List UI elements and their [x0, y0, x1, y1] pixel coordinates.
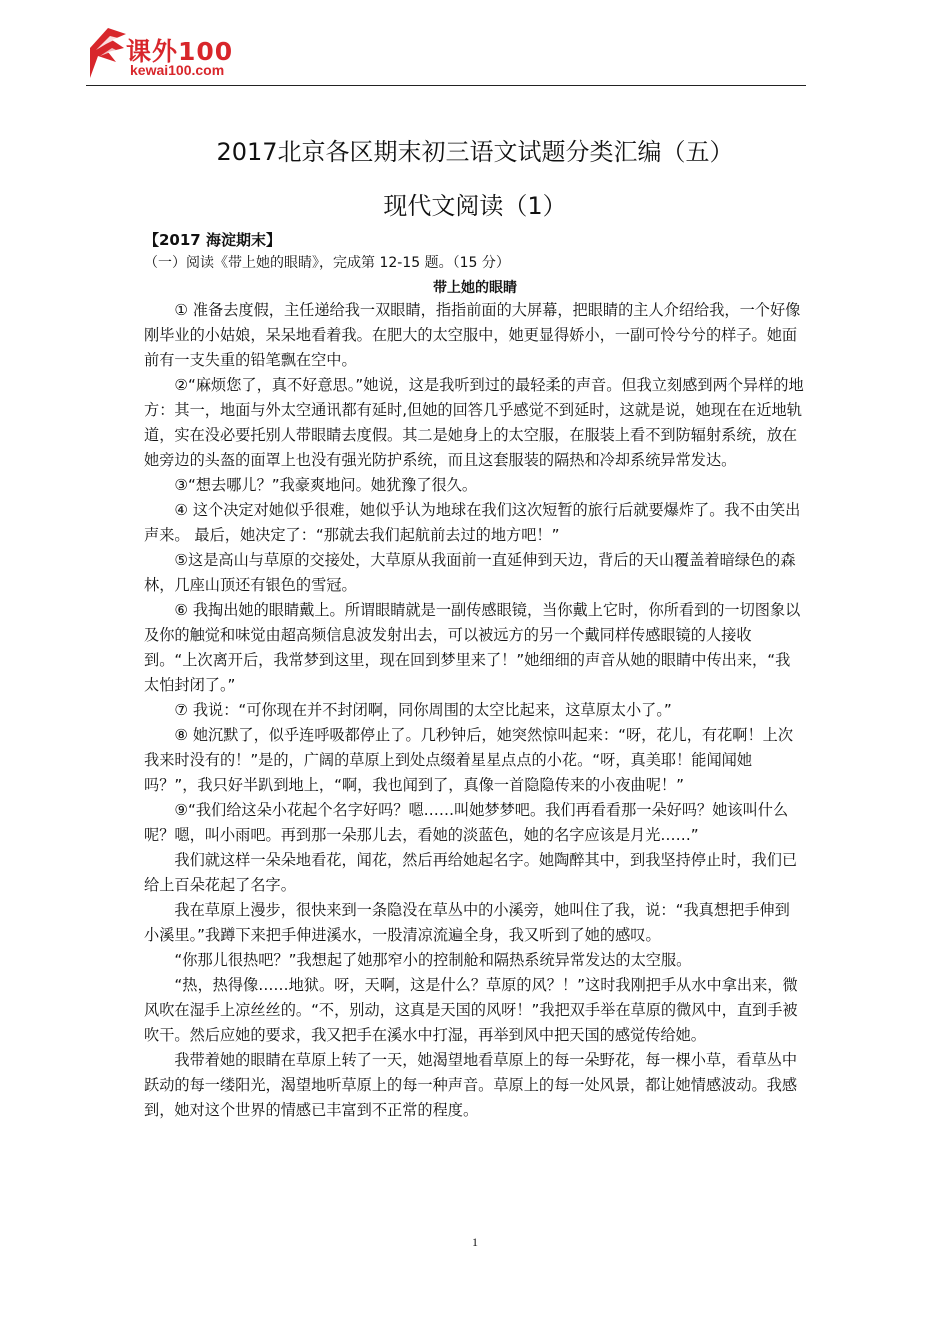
logo-domain-text: kewai100.com — [130, 62, 225, 78]
reading-instruction: （一）阅读《带上她的眼睛》，完成第 12-15 题。（15 分） — [144, 255, 510, 271]
kewai100-logo-mark — [86, 26, 130, 82]
paragraph: ③“想去哪儿？”我豪爽地问。她犹豫了很久。 — [174, 476, 478, 494]
paragraph: ⑧ 她沉默了，似乎连呼吸都停止了。几秒钟后，她突然惊叫起来：“呀，花儿，有花啊！上次我来时没有的！”是的，广阔的草原上到处点缀着星星点点的小花。“呀，真美耶！能闻闻她吗？”，我只好半趴到地上，“啊，我也闻到了，真像一首隐隐传来的小夜曲呢！” — [144, 726, 794, 794]
document-title: 2017北京各区期末初三语文试题分类汇编（五） — [216, 138, 734, 166]
paragraph: ②“麻烦您了，真不好意思。”她说，这是我听到过的最轻柔的声音。但我立刻感到两个异样的地方：其一，地面与外太空通讯都有延时,但她的回答几乎感觉不到延时，这就是说，她现在在近地轨道，实在没必要托别人带眼睛去度假。其二是她身上的太空服，在服装上看不到防辐射系统，放在她旁边的头盔的面罩上也没有强光防护系统，而且这套服装的隔热和冷却系统异常发达。 — [144, 376, 804, 469]
story-title: 带上她的眼睛 — [433, 280, 517, 296]
paragraph: 我带着她的眼睛在草原上转了一天，她渴望地看草原上的每一朵野花，每一棵小草，看草丛中跃动的每一缕阳光，渴望地听草原上的每一种声音。草原上的每一处风景，都让她情感波动。我感到，她对这个世界的情感已丰富到不正常的程度。 — [144, 1051, 798, 1119]
paragraph: “热，热得像……地狱。呀，天啊，这是什么？草原的风？！”这时我刚把手从水中拿出来，微风吹在湿手上凉丝丝的。“不，别动，这真是天国的风呀！”我把双手举在草原的微风中，直到手被吹干。然后应她的要求，我又把手在溪水中打湿，再举到风中把天国的感觉传给她。 — [144, 976, 798, 1044]
paragraph: ⑨“我们给这朵小花起个名字好吗？嗯……叫她梦梦吧。我们再看看那一朵好吗？她该叫什么呢？嗯，叫小雨吧。再到那一朵那儿去，看她的淡蓝色，她的名字应该是月光……” — [144, 801, 789, 844]
paragraph: ⑥ 我掏出她的眼睛戴上。所谓眼睛就是一副传感眼镜，当你戴上它时，你所看到的一切图象以及你的触觉和味觉由超高频信息波发射出去，可以被远方的另一个戴同样传感眼镜的人接收到。“上次离开后，我常梦到这里，现在回到梦里来了！”她细细的声音从她的眼睛中传出来，“我太怕封闭了。” — [144, 601, 801, 694]
paragraph: “你那儿很热吧？”我想起了她那窄小的控制舱和隔热系统异常发达的太空服。 — [174, 951, 692, 969]
story-body — [144, 298, 804, 1123]
section-label: 【2017 海淀期末】 — [144, 231, 281, 249]
paragraph: 我在草原上漫步，很快来到一条隐没在草丛中的小溪旁，她叫住了我，说：“我真想把手伸到小溪里。”我蹲下来把手伸进溪水，一股清凉流遍全身，我又听到了她的感叹。 — [144, 901, 790, 944]
page-number: 1 — [472, 1235, 478, 1249]
paragraph: ④ 这个决定对她似乎很难，她似乎认为地球在我们这次短暂的旅行后就要爆炸了。我不由笑出声来。 最后，她决定了：“那就去我们起航前去过的地方吧！” — [144, 501, 801, 544]
kewai100-logo[interactable] — [86, 26, 276, 82]
document-subtitle: 现代文阅读（1） — [383, 192, 567, 220]
logo-chinese-text: 课外100 — [126, 37, 234, 66]
paragraph: 我们就这样一朵朵地看花，闻花，然后再给她起名字。她陶醉其中，到我坚持停止时，我们已给上百朵花起了名字。 — [144, 851, 798, 894]
paragraph: ① 准备去度假，主任递给我一双眼睛，指指前面的大屏幕，把眼睛的主人介绍给我，一个好像刚毕业的小姑娘，呆呆地看着我。在肥大的太空服中，她更显得娇小，一副可怜兮兮的样子。她面前有一支失重的铅笔飘在空中。 — [144, 301, 801, 369]
paragraph: ⑤这是高山与草原的交接处，大草原从我面前一直延伸到天边，背后的天山覆盖着暗绿色的森林，几座山顶还有银色的雪冠。 — [144, 551, 796, 594]
paragraph: ⑦ 我说：“可你现在并不封闭啊，同你周围的太空比起来，这草原太小了。” — [174, 701, 672, 719]
header-divider — [86, 85, 806, 86]
